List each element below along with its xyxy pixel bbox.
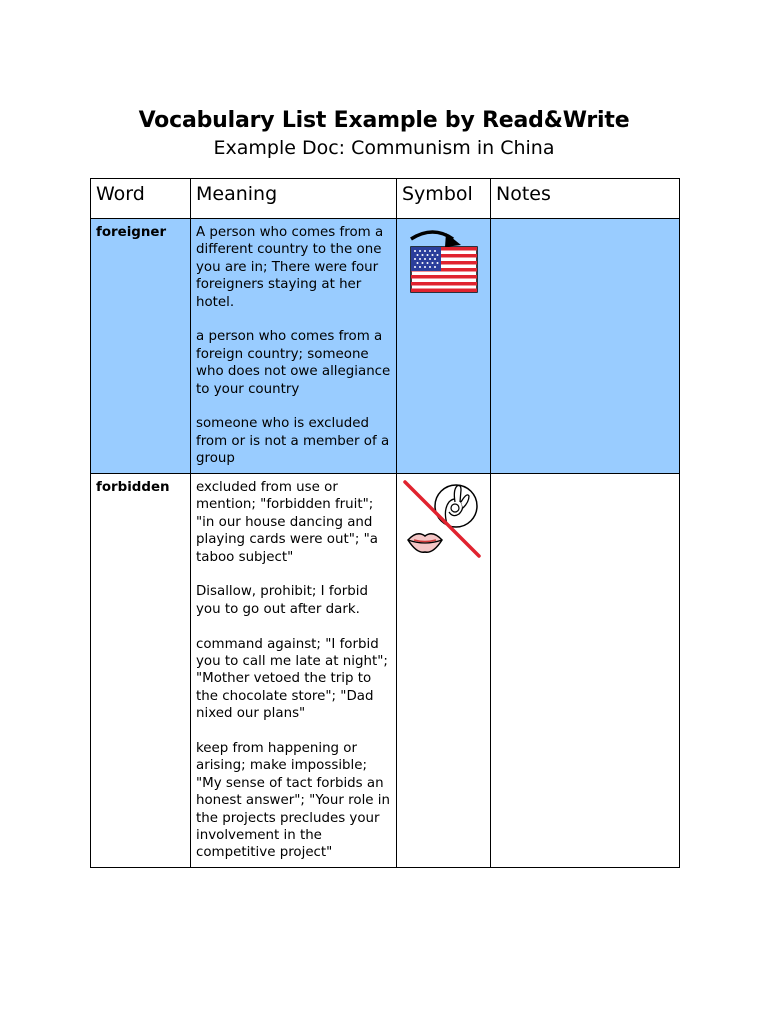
table-header-row xyxy=(91,179,680,219)
word-cell: forbidden xyxy=(91,474,191,868)
symbol-cell xyxy=(397,474,491,868)
document-subtitle: Example Doc: Communism in China xyxy=(213,137,555,159)
symbol-cell xyxy=(397,219,491,474)
meaning-text: keep from happening or arising; make impossible; "My sense of tact forbids an honest answer"; "Your role in the projects precludes your involvement in the competitive project" xyxy=(196,741,391,861)
meaning-text: a person who comes from a foreign country; someone who does not owe allegiance to your country xyxy=(196,329,391,397)
header-meaning: Meaning xyxy=(191,179,397,219)
table-row-foreigner xyxy=(91,219,680,474)
document-title: Vocabulary List Example by Read&Write xyxy=(138,108,630,133)
meaning-text: command against; "I forbid you to call me late at night"; "Mother vetoed the trip to the chocolate store"; "Dad nixed our plans" xyxy=(196,636,388,722)
notes-cell xyxy=(491,219,680,474)
word-cell: foreigner xyxy=(91,219,191,474)
notes-cell xyxy=(491,474,680,868)
meaning-cell xyxy=(191,219,397,474)
meaning-cell xyxy=(191,474,397,868)
meaning-text: excluded from use or mention; "forbidden fruit"; "in our house dancing and playing cards were out"; "a taboo subject" xyxy=(196,480,379,565)
header-notes: Notes xyxy=(491,179,680,219)
header-word: Word xyxy=(91,179,191,219)
vocabulary-table xyxy=(90,178,680,868)
header-symbol: Symbol xyxy=(397,179,491,219)
us-flag-with-arrow-icon xyxy=(403,225,481,295)
table-row-forbidden xyxy=(91,474,680,868)
meaning-text: someone who is excluded from or is not a member of a group xyxy=(196,416,390,467)
forbidden-speech-sign-icon xyxy=(403,480,483,564)
meaning-text: Disallow, prohibit; I forbid you to go out after dark. xyxy=(196,584,368,617)
meaning-text: A person who comes from a different country to the one you are in; There were four foreigners staying at her hotel. xyxy=(196,225,384,310)
